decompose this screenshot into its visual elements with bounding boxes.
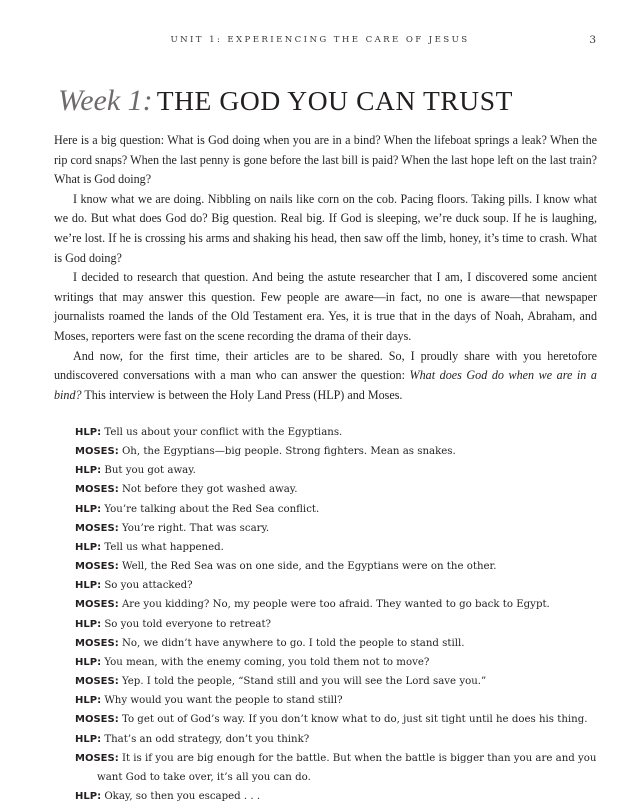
italic-question: What does God do when we are in a bind? [54,368,597,402]
page-number: 3 [589,34,596,46]
speaker-label: MOSES: [75,637,119,649]
interview-line [75,480,600,499]
week-label: Week 1: [58,84,153,117]
interview-line [75,730,600,749]
interview-line [75,615,600,634]
dialogue-text: Why would you want the people to stand still? [104,695,343,707]
speaker-label: MOSES: [75,561,119,573]
interview-line [75,634,600,653]
chapter-title [58,84,513,118]
dialogue-text: Not before they got washed away. [121,484,298,496]
dialogue-text: Oh, the Egyptians—big people. Strong fighters. Mean as snakes. [121,446,456,458]
paragraph: I decided to research that question. And being the astute researcher that I am, I discovered some ancient writings that may answer this question. Few people are aware—in fact, no one is aware—that newspaper journalists roamed the lands of the Old Testament era. Yes, it is true that in the days of Noah, Abraham, and Moses, reporters were fast on the scene recording the drama of their days. [54,270,597,343]
speaker-label: HLP: [75,790,102,802]
dialogue-text: Tell us about your conflict with the Egyptians. [104,427,343,438]
dialogue-text: Okay, so then you escaped . . . [104,790,261,802]
interview-line [75,710,600,729]
dialogue-text: So you attacked? [104,580,193,592]
interview-line [75,500,600,519]
speaker-label: HLP: [75,618,102,630]
dialogue-text: Well, the Red Sea was on one side, and the Egyptians were on the other. [121,561,497,573]
speaker-label: MOSES: [75,714,119,726]
interview-line [75,442,600,461]
speaker-label: HLP: [75,541,102,553]
dialogue-text: You mean, with the enemy coming, you told them not to move? [104,656,430,668]
dialogue-text: But you got away. [104,465,196,477]
body-text [54,131,597,405]
speaker-label: HLP: [75,656,102,668]
dialogue-text: No, we didn’t have anywhere to go. I told the people to stand still. [121,637,465,649]
paragraph-text: This interview is between the Holy Land Press (HLP) and Moses. [81,387,403,402]
speaker-label: MOSES: [75,522,119,534]
speaker-label: HLP: [75,503,102,515]
paragraph [54,347,597,406]
speaker-label: HLP: [75,733,102,745]
interview-line [75,787,600,806]
paragraph: I know what we are doing. Nibbling on nails like corn on the cob. Pacing floors. Taking pills. I know what we do. But what does God do? Big question. Real big. If God is sleeping, we’re duck soup. If he is laughing, we’re lost. If he is crossing his arms and shaking his head, then saw off the limb, honey, it’s time to crash. What is God doing? [54,191,597,265]
interview-line [75,461,600,480]
speaker-label: HLP: [75,695,102,707]
paragraph-text: And now, for the first time, their articles are to be shared. So, I proudly share with you heretofore undiscovered conversations with a man who can answer the question: [54,348,597,383]
interview-line [75,538,600,557]
running-head [0,34,640,50]
dialogue-text: Yep. I told the people, “Stand still and you will see the Lord save you.” [121,676,487,688]
title-main: THE GOD YOU CAN TRUST [156,85,514,116]
dialogue-text: Tell us what happened. [104,541,224,553]
paragraph: Here is a big question: What is God doing when you are in a bind? When the lifeboat springs a leak? When the rip cord snaps? When the last penny is gone before the last bill is paid? When the last hope left on the last train? What is God doing? [54,133,597,187]
interview-line [75,595,600,614]
interview-line [75,672,600,691]
speaker-label: MOSES: [75,676,119,688]
dialogue-text: That’s an odd strategy, don’t you think? [104,733,310,745]
speaker-label: MOSES: [75,484,119,496]
speaker-label: HLP: [75,427,102,438]
dialogue-text: You’re right. That was scary. [121,522,270,534]
interview-transcript [75,423,600,806]
dialogue-text: You’re talking about the Red Sea conflict. [104,503,320,515]
interview-line [75,653,600,672]
interview-line [75,749,600,787]
unit-title: UNIT 1: EXPERIENCING THE CARE OF JESUS [170,35,470,45]
dialogue-text: Are you kidding? No, my people were too afraid. They wanted to go back to Egypt. [121,599,550,611]
speaker-label: MOSES: [75,752,119,764]
speaker-label: MOSES: [75,446,119,458]
interview-line [75,691,600,710]
interview-line [75,423,600,442]
speaker-label: HLP: [75,465,102,477]
interview-line [75,576,600,595]
interview-line [75,557,600,576]
dialogue-text: To get out of God’s way. If you don’t know what to do, just sit tight until he does his thing. [121,714,588,726]
interview-line [75,519,600,538]
speaker-label: MOSES: [75,599,119,611]
dialogue-text: It is if you are big enough for the battle. But when the battle is bigger than you are and you want God to take over, it’s all you can do. [97,752,597,783]
dialogue-text: So you told everyone to retreat? [104,618,271,630]
speaker-label: HLP: [75,580,102,592]
